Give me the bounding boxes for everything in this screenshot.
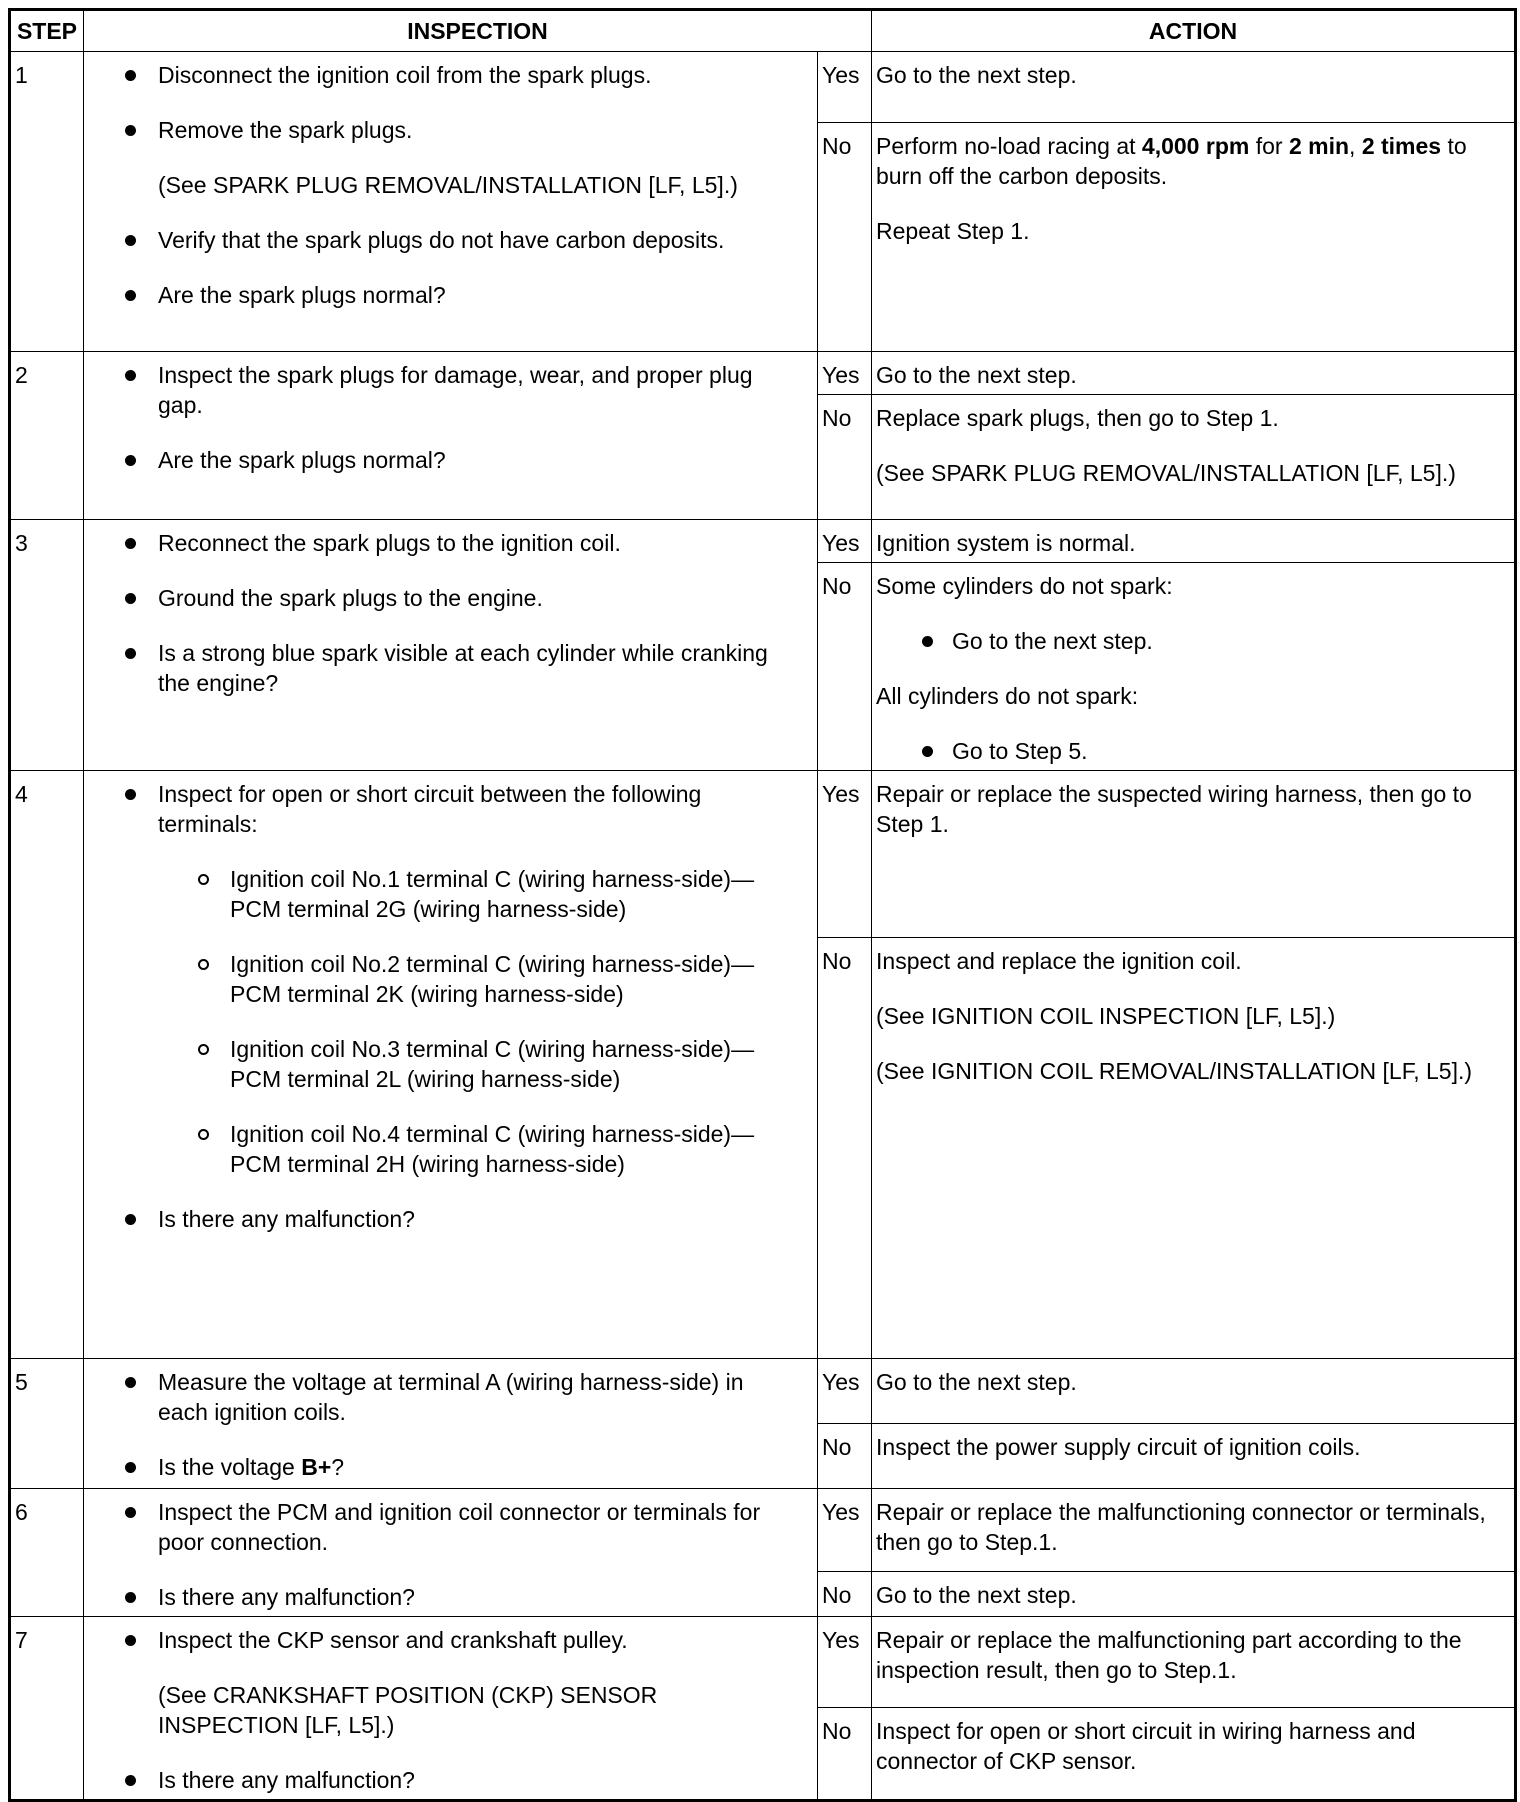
table-row (10, 771, 1516, 938)
inspection-question: Is there any malfunction? (124, 1582, 787, 1612)
reference-text: (See IGNITION COIL INSPECTION [LF, L5].) (876, 1003, 1336, 1029)
reference-text: (See CRANKSHAFT POSITION (CKP) SENSOR INSPECTION [LF, L5].) (158, 1682, 658, 1738)
inspection-item: Inspect the CKP sensor and crankshaft pulley. (124, 1625, 787, 1655)
inspection-question: Is there any malfunction? (124, 1765, 787, 1795)
terminal-check-item: Ignition coil No.3 terminal C (wiring harness-side)—PCM terminal 2L (wiring harness-side) (124, 1034, 787, 1094)
no-label: No (818, 563, 872, 771)
table-row (10, 1359, 1516, 1424)
repeat-value: 2 times (1361, 133, 1442, 159)
yes-label: Yes (818, 352, 872, 395)
table-row (10, 52, 1516, 123)
no-label: No (818, 395, 872, 520)
yes-action: Go to the next step. (872, 52, 1516, 123)
no-action-text: Repeat Step 1. (876, 218, 1030, 244)
inspection-item: Disconnect the ignition coil from the spark plugs. (124, 60, 787, 90)
step-number: 2 (10, 352, 84, 520)
inspection-question: Is there any malfunction? (124, 1204, 787, 1234)
header-row (10, 10, 1516, 52)
header-step: STEP (10, 10, 84, 52)
reference-text: (See IGNITION COIL REMOVAL/INSTALLATION [LF, L5].) (876, 1058, 1473, 1084)
no-action (872, 395, 1516, 520)
inspection-question: Are the spark plugs normal? (124, 280, 787, 310)
step-number: 4 (10, 771, 84, 1359)
no-label: No (818, 1571, 872, 1616)
inspection-cell (84, 771, 818, 1359)
yes-label: Yes (818, 1489, 872, 1572)
inspection-item: Inspect the PCM and ignition coil connector or terminals for poor connection. (124, 1497, 787, 1557)
yes-label: Yes (818, 1617, 872, 1708)
terminal-check-item: Ignition coil No.2 terminal C (wiring harness-side)—PCM terminal 2K (wiring harness-side) (124, 949, 787, 1009)
no-label: No (818, 1708, 872, 1801)
terminal-check-item: Ignition coil No.4 terminal C (wiring harness-side)—PCM terminal 2H (wiring harness-side) (124, 1119, 787, 1179)
table-row (10, 352, 1516, 395)
no-action-text: Replace spark plugs, then go to Step 1. (876, 405, 1279, 431)
no-action: Inspect for open or short circuit in wiring harness and connector of CKP sensor. (872, 1708, 1516, 1801)
inspection-question: Is the voltage B+? (124, 1452, 787, 1482)
header-inspection: INSPECTION (84, 10, 872, 52)
step-number: 7 (10, 1617, 84, 1801)
no-action-text: Perform no-load racing at 4,000 rpm for 2 min, 2 times to burn off the carbon deposits. (876, 133, 1467, 189)
inspection-item: Verify that the spark plugs do not have carbon deposits. (124, 225, 787, 255)
no-action: Go to the next step. (872, 1571, 1516, 1616)
inspection-cell (84, 352, 818, 520)
yes-action: Repair or replace the suspected wiring harness, then go to Step 1. (872, 771, 1516, 938)
troubleshooting-table-container (8, 8, 1517, 1802)
no-action-text: Some cylinders do not spark: (876, 573, 1173, 599)
inspection-cell (84, 52, 818, 352)
rpm-value: 4,000 rpm (1141, 133, 1250, 159)
no-action (872, 563, 1516, 771)
no-label: No (818, 938, 872, 1359)
inspection-item: Inspect the spark plugs for damage, wear, and proper plug gap. (124, 360, 787, 420)
yes-action: Repair or replace the malfunctioning part according to the inspection result, then go to Step.1. (872, 1617, 1516, 1708)
yes-action: Ignition system is normal. (872, 520, 1516, 563)
no-label: No (818, 123, 872, 352)
yes-action: Go to the next step. (872, 1359, 1516, 1424)
voltage-value: B+ (301, 1454, 332, 1480)
step-number: 5 (10, 1359, 84, 1489)
yes-label: Yes (818, 771, 872, 938)
step-number: 6 (10, 1489, 84, 1617)
no-action-text: All cylinders do not spark: (876, 683, 1139, 709)
inspection-item: Ground the spark plugs to the engine. (124, 583, 787, 613)
terminal-check-item: Ignition coil No.1 terminal C (wiring harness-side)—PCM terminal 2G (wiring harness-side) (124, 864, 787, 924)
reference-text: (See SPARK PLUG REMOVAL/INSTALLATION [LF, L5].) (158, 172, 738, 198)
step-number: 3 (10, 520, 84, 771)
yes-label: Yes (818, 1359, 872, 1424)
troubleshooting-table (8, 8, 1517, 1802)
inspection-item: Measure the voltage at terminal A (wiring harness-side) in each ignition coils. (124, 1367, 787, 1427)
table-row (10, 1489, 1516, 1572)
no-action (872, 123, 1516, 352)
header-action: ACTION (872, 10, 1516, 52)
no-action-text: Inspect and replace the ignition coil. (876, 948, 1242, 974)
inspection-cell (84, 1359, 818, 1489)
inspection-item: Inspect for open or short circuit between the following terminals: (124, 779, 787, 839)
inspection-item: Reconnect the spark plugs to the ignition coil. (124, 528, 787, 558)
inspection-cell (84, 1617, 818, 1801)
yes-label: Yes (818, 52, 872, 123)
inspection-item: Remove the spark plugs. (124, 115, 787, 145)
reference-text: (See SPARK PLUG REMOVAL/INSTALLATION [LF, L5].) (876, 460, 1456, 486)
no-action: Inspect the power supply circuit of ignition coils. (872, 1424, 1516, 1489)
yes-action: Go to the next step. (872, 352, 1516, 395)
yes-label: Yes (818, 520, 872, 563)
step-number: 1 (10, 52, 84, 352)
table-row (10, 1617, 1516, 1708)
no-label: No (818, 1424, 872, 1489)
no-action (872, 938, 1516, 1359)
inspection-question: Are the spark plugs normal? (124, 445, 787, 475)
inspection-question: Is a strong blue spark visible at each cylinder while cranking the engine? (124, 638, 787, 698)
table-row (10, 520, 1516, 563)
yes-action: Repair or replace the malfunctioning connector or terminals, then go to Step.1. (872, 1489, 1516, 1572)
duration-value: 2 min (1288, 133, 1350, 159)
no-action-item: Go to Step 5. (876, 736, 1506, 766)
inspection-cell (84, 520, 818, 771)
no-action-item: Go to the next step. (876, 626, 1506, 656)
inspection-cell (84, 1489, 818, 1617)
